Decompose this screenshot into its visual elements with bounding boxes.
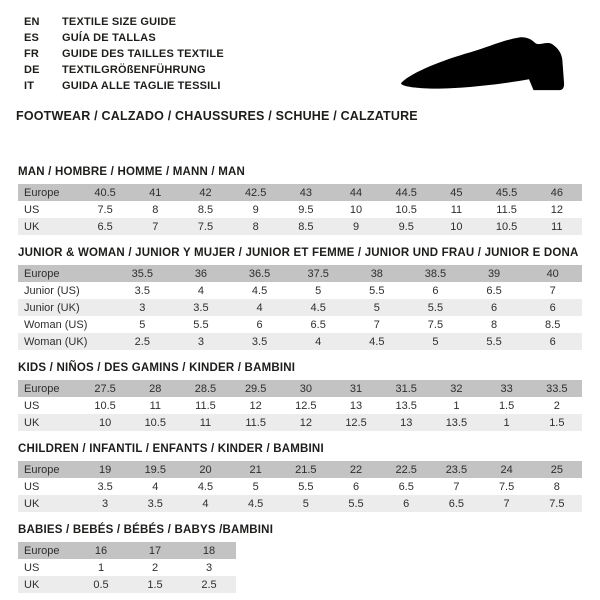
table-row xyxy=(18,333,582,350)
size-cell: 2 xyxy=(151,561,159,574)
size-cell: 6 xyxy=(256,318,263,331)
size-cell: 12.5 xyxy=(345,416,367,429)
size-cell: 7 xyxy=(503,497,510,510)
size-cell: 10 xyxy=(349,203,363,216)
size-cell: 31 xyxy=(349,382,363,395)
size-cell: 10.5 xyxy=(495,220,518,233)
size-cell: 44.5 xyxy=(395,186,417,199)
size-section xyxy=(18,443,582,512)
size-cell: 5.5 xyxy=(369,284,385,297)
size-cell: 4.5 xyxy=(248,497,264,510)
language-code: ES xyxy=(24,32,40,44)
table-row xyxy=(18,414,582,431)
size-cell: 13 xyxy=(349,399,363,412)
size-cell: 40.5 xyxy=(94,186,116,199)
size-cell: 44 xyxy=(349,186,363,199)
size-cell: 22 xyxy=(349,463,363,476)
size-cell: 6.5 xyxy=(310,318,326,331)
size-cell: 11.5 xyxy=(496,203,517,216)
size-cell: 6.5 xyxy=(486,284,502,297)
size-cell: 18 xyxy=(202,544,216,557)
language-code: FR xyxy=(24,48,40,60)
size-cell: 8 xyxy=(553,480,560,493)
language-label: TEXTILE SIZE GUIDE xyxy=(62,16,177,28)
table-row xyxy=(18,282,582,299)
size-cell: 1.5 xyxy=(549,416,565,429)
row-label: US xyxy=(24,480,40,493)
size-cell: 4.5 xyxy=(310,301,326,314)
size-tables xyxy=(18,166,582,593)
size-cell: 4 xyxy=(152,480,159,493)
size-cell: 7 xyxy=(373,318,380,331)
row-label: UK xyxy=(24,497,40,510)
table-row xyxy=(18,461,582,478)
size-cell: 28 xyxy=(149,382,162,395)
section-title: JUNIOR & WOMAN / JUNIOR Y MUJER / JUNIOR ET FEMME / JUNIOR UND FRAU / JUNIOR E DONA xyxy=(18,247,579,259)
size-cell: 7 xyxy=(152,220,159,233)
table-row xyxy=(18,201,582,218)
size-cell: 23.5 xyxy=(445,463,468,476)
size-cell: 20 xyxy=(199,463,212,476)
size-cell: 10.5 xyxy=(94,399,116,412)
size-cell: 2.5 xyxy=(134,335,150,348)
row-label: Junior (US) xyxy=(24,284,80,297)
size-cell: 5 xyxy=(432,335,439,348)
size-cell: 11 xyxy=(450,203,463,216)
row-label: UK xyxy=(24,220,40,233)
size-cell: 42.5 xyxy=(244,186,267,199)
size-cell: 6 xyxy=(432,284,439,297)
table-row xyxy=(18,299,582,316)
size-cell: 5.5 xyxy=(427,301,444,314)
size-cell: 21 xyxy=(249,463,262,476)
size-cell: 36 xyxy=(194,267,208,280)
size-cell: 9 xyxy=(352,220,360,233)
size-cell: 42 xyxy=(199,186,212,199)
size-cell: 3.5 xyxy=(251,335,268,348)
size-cell: 37.5 xyxy=(307,267,329,280)
size-cell: 38 xyxy=(370,267,383,280)
section-title: MAN / HOMBRE / HOMME / MANN / MAN xyxy=(18,166,246,178)
size-table xyxy=(18,184,582,235)
size-section xyxy=(18,524,582,593)
size-cell: 41 xyxy=(149,186,162,199)
size-cell: 6.5 xyxy=(97,220,113,233)
size-cell: 0.5 xyxy=(93,578,109,591)
size-cell: 7 xyxy=(549,284,556,297)
size-cell: 4 xyxy=(315,335,322,348)
size-table xyxy=(18,542,236,593)
size-cell: 39 xyxy=(487,267,501,280)
size-cell: 5.5 xyxy=(348,497,364,510)
size-cell: 10.5 xyxy=(395,203,417,216)
size-section xyxy=(18,166,582,235)
row-label: US xyxy=(24,399,40,412)
size-cell: 9.5 xyxy=(398,220,414,233)
size-cell: 3.5 xyxy=(147,497,163,510)
size-cell: 31.5 xyxy=(395,382,417,395)
row-label: US xyxy=(24,561,40,574)
size-cell: 6.5 xyxy=(448,497,465,510)
size-cell: 4 xyxy=(202,497,209,510)
size-cell: 5.5 xyxy=(298,480,314,493)
size-cell: 5 xyxy=(302,497,309,510)
size-cell: 6.5 xyxy=(398,480,414,493)
row-label: US xyxy=(24,203,40,216)
size-cell: 46 xyxy=(550,186,563,199)
size-cell: 11 xyxy=(199,416,212,429)
table-row xyxy=(18,397,582,414)
table-row xyxy=(18,478,582,495)
size-cell: 7.5 xyxy=(197,220,214,233)
size-cell: 11 xyxy=(551,220,563,233)
size-cell: 40 xyxy=(546,267,559,280)
row-label: Europe xyxy=(24,382,60,395)
size-cell: 2.5 xyxy=(201,578,217,591)
size-cell: 3.5 xyxy=(97,480,113,493)
size-cell: 10.5 xyxy=(144,416,166,429)
size-cell: 4.5 xyxy=(197,480,214,493)
shoe-icon xyxy=(390,28,578,100)
size-cell: 36.5 xyxy=(248,267,271,280)
language-label: GUIDA ALLE TAGLIE TESSILI xyxy=(62,80,221,92)
size-cell: 43 xyxy=(299,186,312,199)
language-label: GUÍA DE TALLAS xyxy=(62,32,156,44)
size-table xyxy=(18,265,582,350)
size-cell: 1 xyxy=(453,399,460,412)
size-cell: 3 xyxy=(102,497,109,510)
size-cell: 5 xyxy=(252,480,259,493)
table-row xyxy=(18,316,582,333)
size-cell: 7.5 xyxy=(97,203,113,216)
size-cell: 6 xyxy=(352,480,360,493)
table-row xyxy=(18,542,236,559)
size-cell: 13.5 xyxy=(395,399,417,412)
size-cell: 25 xyxy=(550,463,563,476)
row-label: Woman (US) xyxy=(24,318,88,331)
size-cell: 11 xyxy=(149,399,161,412)
section-title: CHILDREN / INFANTIL / ENFANTS / KINDER / BAMBINI xyxy=(18,443,324,455)
size-cell: 35.5 xyxy=(131,267,154,280)
size-cell: 22.5 xyxy=(395,463,417,476)
size-table xyxy=(18,380,582,431)
size-cell: 2 xyxy=(553,399,560,412)
size-cell: 10 xyxy=(98,416,112,429)
row-label: UK xyxy=(24,416,40,429)
size-cell: 1 xyxy=(97,561,105,574)
size-cell: 7 xyxy=(453,480,460,493)
row-label: Woman (UK) xyxy=(24,335,88,348)
size-cell: 11.5 xyxy=(195,399,216,412)
size-cell: 1.5 xyxy=(498,399,515,412)
row-label: Europe xyxy=(24,544,60,557)
language-code: EN xyxy=(24,16,40,28)
size-cell: 8 xyxy=(491,318,498,331)
size-cell: 19.5 xyxy=(144,463,166,476)
table-row xyxy=(18,380,582,397)
size-cell: 4.5 xyxy=(369,335,385,348)
size-cell: 1 xyxy=(503,416,510,429)
size-cell: 9 xyxy=(252,203,259,216)
language-code: DE xyxy=(24,64,40,76)
size-cell: 6 xyxy=(491,301,498,314)
size-cell: 8.5 xyxy=(298,220,314,233)
size-cell: 4 xyxy=(197,284,204,297)
size-cell: 5.5 xyxy=(193,318,209,331)
size-cell: 8 xyxy=(152,203,159,216)
size-cell: 1.5 xyxy=(147,578,163,591)
size-cell: 9.5 xyxy=(298,203,314,216)
size-cell: 3 xyxy=(139,301,146,314)
size-cell: 33 xyxy=(500,382,513,395)
size-cell: 6 xyxy=(549,335,556,348)
size-cell: 7.5 xyxy=(427,318,444,331)
size-cell: 17 xyxy=(148,544,162,557)
size-cell: 7.5 xyxy=(498,480,515,493)
size-cell: 8.5 xyxy=(545,318,561,331)
size-cell: 16 xyxy=(94,544,108,557)
size-cell: 12 xyxy=(299,416,312,429)
language-label: GUIDE DES TAILLES TEXTILE xyxy=(62,48,224,60)
row-label: Junior (UK) xyxy=(24,301,80,314)
size-cell: 38.5 xyxy=(424,267,447,280)
size-cell: 6 xyxy=(403,497,410,510)
size-cell: 12 xyxy=(550,203,563,216)
size-cell: 21.5 xyxy=(295,463,317,476)
size-cell: 4.5 xyxy=(251,284,268,297)
size-cell: 3.5 xyxy=(193,301,209,314)
size-cell: 13 xyxy=(400,416,413,429)
size-cell: 8 xyxy=(252,220,259,233)
size-cell: 6 xyxy=(549,301,556,314)
size-cell: 12.5 xyxy=(295,399,317,412)
size-cell: 13.5 xyxy=(445,416,468,429)
row-label: UK xyxy=(24,578,40,591)
size-cell: 32 xyxy=(450,382,463,395)
section-title: BABIES / BEBÉS / BÉBÉS / BABYS /BAMBINI xyxy=(18,524,274,536)
size-cell: 24 xyxy=(500,463,513,476)
size-cell: 33.5 xyxy=(546,382,568,395)
size-cell: 3 xyxy=(197,335,204,348)
table-row xyxy=(18,495,582,512)
row-label: Europe xyxy=(24,463,60,476)
size-cell: 12 xyxy=(249,399,262,412)
size-section xyxy=(18,362,582,431)
size-cell: 30 xyxy=(299,382,312,395)
table-row xyxy=(18,218,582,235)
size-cell: 27.5 xyxy=(94,382,116,395)
size-cell: 3.5 xyxy=(134,284,150,297)
size-cell: 5 xyxy=(315,284,322,297)
row-label: Europe xyxy=(24,267,60,280)
size-table xyxy=(18,461,582,512)
size-cell: 11.5 xyxy=(245,416,266,429)
size-cell: 10 xyxy=(450,220,463,233)
size-cell: 19 xyxy=(98,463,112,476)
size-cell: 5 xyxy=(139,318,146,331)
table-row xyxy=(18,576,236,593)
category-heading: FOOTWEAR / CALZADO / CHAUSSURES / SCHUHE / CALZATURE xyxy=(16,109,418,123)
section-title: KIDS / NIÑOS / DES GAMINS / KINDER / BAMBINI xyxy=(18,362,296,374)
table-row xyxy=(18,184,582,201)
size-section xyxy=(18,247,582,350)
row-label: Europe xyxy=(24,186,60,199)
size-cell: 45 xyxy=(450,186,463,199)
size-cell: 4 xyxy=(256,301,263,314)
size-cell: 8.5 xyxy=(197,203,214,216)
language-code: IT xyxy=(24,80,35,92)
language-label: TEXTILGRÖßENFÜHRUNG xyxy=(62,64,206,76)
table-row xyxy=(18,265,582,282)
size-cell: 5.5 xyxy=(486,335,502,348)
size-cell: 7.5 xyxy=(549,497,565,510)
table-row xyxy=(18,559,236,576)
size-cell: 45.5 xyxy=(495,186,518,199)
size-cell: 3 xyxy=(205,561,213,574)
size-cell: 28.5 xyxy=(194,382,217,395)
size-cell: 5 xyxy=(373,301,380,314)
size-cell: 29.5 xyxy=(244,382,267,395)
